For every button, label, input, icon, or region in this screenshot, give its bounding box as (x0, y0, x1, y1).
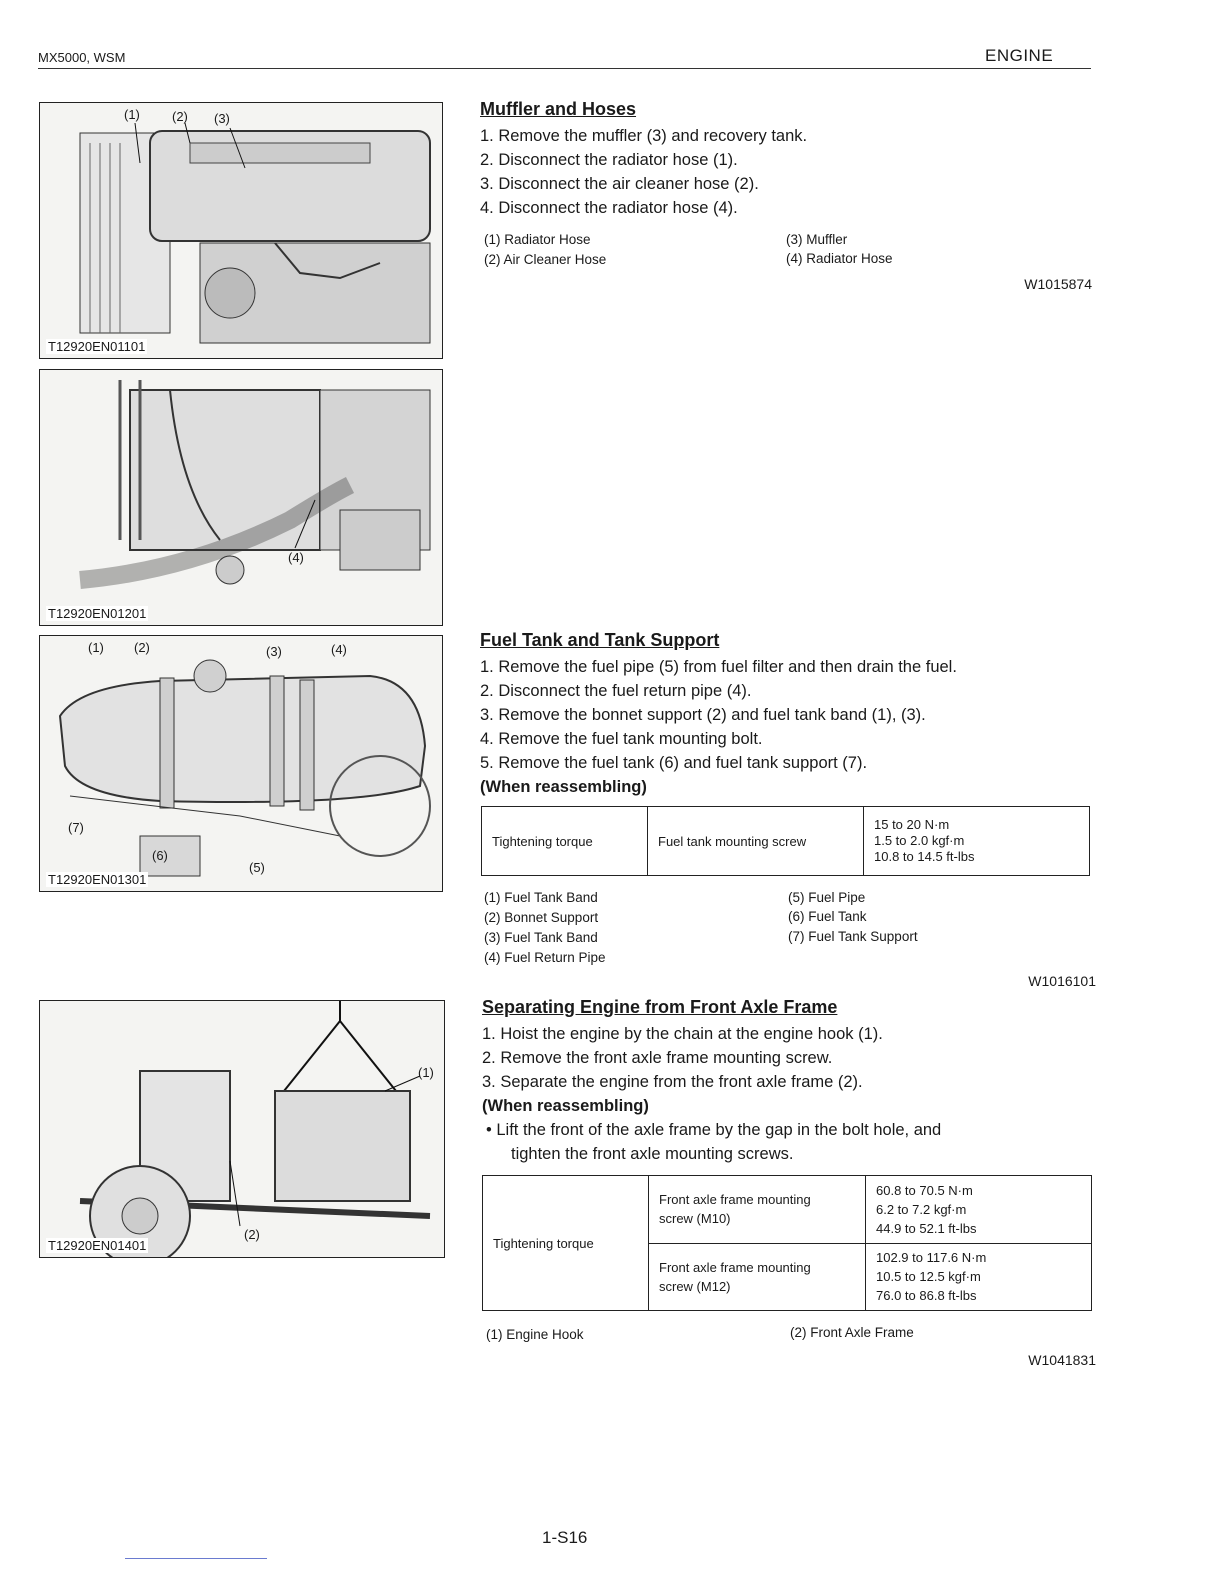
torque-value: 1.5 to 2.0 kgf·m (874, 833, 965, 848)
figure-label: T12920EN01301 (48, 872, 147, 887)
torque-item-line: Front axle frame mounting (659, 1192, 811, 1208)
callout: (1) (88, 640, 104, 655)
reassembling-heading: (When reassembling) (482, 1097, 649, 1115)
reference-code: W1016101 (1028, 973, 1096, 989)
footer-rule (125, 1558, 267, 1559)
bullet-note: • Lift the front of the axle frame by the gap in the bolt hole, and (486, 1121, 942, 1139)
legend-item: (1) Engine Hook (486, 1327, 584, 1342)
torque-item (649, 1176, 866, 1244)
header-section: ENGINE (985, 46, 1054, 65)
torque-item (649, 1243, 866, 1311)
torque-values (866, 1243, 1092, 1311)
step: 4. Remove the fuel tank mounting bolt. (480, 730, 763, 748)
callout: (1) (418, 1065, 434, 1080)
torque-value: 60.8 to 70.5 N·m (876, 1182, 973, 1198)
torque-value: 76.0 to 86.8 ft-lbs (876, 1288, 977, 1304)
figure-muffler-hoses (39, 102, 443, 359)
callout: (7) (68, 820, 84, 835)
torque-value: 10.5 to 12.5 kgf·m (876, 1269, 981, 1285)
hoist-illustration (40, 1001, 444, 1257)
torque-values (866, 1176, 1092, 1244)
reference-code: W1015874 (1024, 276, 1092, 292)
torque-value: 44.9 to 52.1 ft-lbs (876, 1220, 977, 1236)
step: 3. Separate the engine from the front axle frame (2). (482, 1073, 863, 1091)
figure-label: T12920EN01101 (48, 339, 146, 354)
torque-item: Fuel tank mounting screw (648, 807, 864, 876)
callout: (6) (152, 848, 168, 863)
callout: (4) (331, 642, 347, 657)
legend-item: (2) Air Cleaner Hose (484, 252, 607, 267)
callout: (3) (214, 111, 230, 126)
step: 2. Disconnect the radiator hose (1). (480, 151, 738, 169)
callout: (5) (249, 860, 265, 875)
section-title-muffler: Muffler and Hoses (480, 99, 637, 119)
legend-item: (7) Fuel Tank Support (788, 929, 918, 944)
step: 3. Remove the bonnet support (2) and fuel tank band (1), (3). (480, 706, 926, 724)
legend-item: (5) Fuel Pipe (788, 890, 866, 905)
torque-value: 15 to 20 N·m (874, 817, 950, 832)
bullet-note-cont: tighten the front axle mounting screws. (511, 1145, 794, 1163)
section-title-separating: Separating Engine from Front Axle Frame (482, 997, 838, 1017)
figure-fuel-tank (39, 635, 443, 892)
callout: (3) (266, 644, 282, 659)
step: 3. Disconnect the air cleaner hose (2). (480, 175, 759, 193)
legend-item: (1) Radiator Hose (484, 232, 591, 247)
step: 1. Remove the muffler (3) and recovery tank. (480, 127, 808, 145)
header-model: MX5000, WSM (38, 50, 126, 65)
figure-radiator-hose (39, 369, 443, 626)
step: 1. Hoist the engine by the chain at the engine hook (1). (482, 1025, 883, 1043)
legend-item: (2) Front Axle Frame (790, 1325, 914, 1340)
torque-item-line: Front axle frame mounting (659, 1259, 811, 1275)
callout: (2) (134, 640, 150, 655)
torque-value: 102.9 to 117.6 N·m (876, 1250, 987, 1266)
torque-table-fuel-tank (481, 806, 1090, 876)
torque-value: 6.2 to 7.2 kgf·m (876, 1201, 967, 1217)
callout: (4) (288, 550, 304, 565)
section-title-fuel-tank: Fuel Tank and Tank Support (480, 630, 720, 650)
figure-separating-engine (39, 1000, 445, 1258)
callout: (1) (124, 107, 140, 122)
step: 2. Remove the front axle frame mounting screw. (482, 1049, 833, 1067)
legend-item: (4) Fuel Return Pipe (484, 950, 606, 965)
engine-illustration-1 (40, 103, 442, 358)
torque-item-line: screw (M12) (659, 1278, 731, 1294)
torque-value: 10.8 to 14.5 ft-lbs (874, 849, 975, 864)
page-number: 1-S16 (542, 1528, 588, 1547)
figure-label: T12920EN01401 (48, 1238, 147, 1253)
legend-item: (1) Fuel Tank Band (484, 890, 598, 905)
torque-label: Tightening torque (482, 807, 648, 876)
torque-label: Tightening torque (483, 1176, 649, 1311)
step: 1. Remove the fuel pipe (5) from fuel filter and then drain the fuel. (480, 658, 957, 676)
header-rule (38, 68, 1091, 69)
callout: (2) (172, 109, 188, 124)
reference-code: W1041831 (1028, 1352, 1096, 1368)
figure-label: T12920EN01201 (48, 606, 147, 621)
legend-item: (6) Fuel Tank (788, 909, 867, 924)
step: 4. Disconnect the radiator hose (4). (480, 199, 738, 217)
fuel-tank-illustration (40, 636, 442, 891)
engine-illustration-2 (40, 370, 442, 625)
legend-item: (4) Radiator Hose (786, 251, 893, 266)
torque-values (864, 807, 1090, 876)
step: 2. Disconnect the fuel return pipe (4). (480, 682, 752, 700)
legend-item: (2) Bonnet Support (484, 910, 599, 925)
legend-item: (3) Muffler (786, 232, 848, 247)
step: 5. Remove the fuel tank (6) and fuel tank support (7). (480, 754, 868, 772)
torque-table-axle-frame (482, 1175, 1092, 1311)
legend-item: (3) Fuel Tank Band (484, 930, 598, 945)
torque-item-line: screw (M10) (659, 1211, 731, 1227)
reassembling-heading: (When reassembling) (480, 778, 647, 796)
callout: (2) (244, 1227, 260, 1242)
